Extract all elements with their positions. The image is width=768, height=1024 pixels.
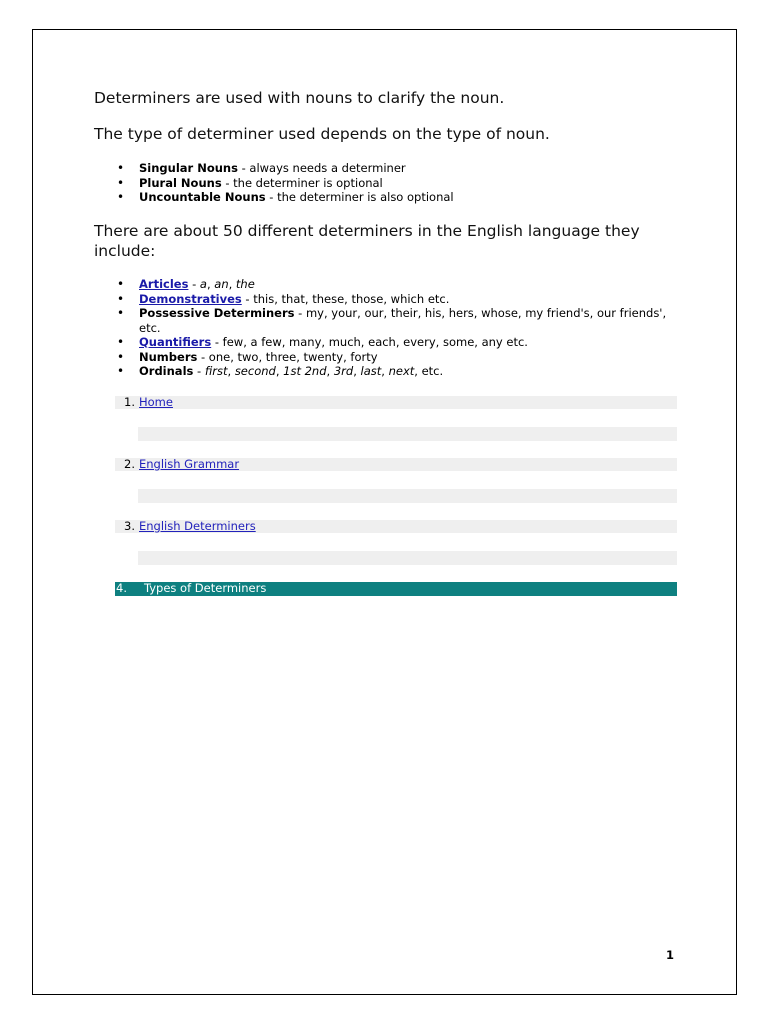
separator: ,	[227, 364, 235, 378]
breadcrumb-spacer	[138, 551, 677, 565]
breadcrumb-number: 4.	[116, 581, 127, 595]
term-description: - few, a few, many, much, each, every, some, any etc.	[211, 335, 528, 349]
example-word: first	[204, 364, 228, 378]
example-word: last	[360, 364, 382, 378]
intro-sentence-2: The type of determiner used depends on the type of noun.	[94, 125, 550, 143]
separator: ,	[228, 277, 236, 291]
example-word: next	[388, 364, 415, 378]
list-item	[117, 306, 679, 335]
separator: , etc.	[414, 364, 444, 378]
list-item	[117, 292, 679, 307]
example-word: a	[199, 277, 207, 291]
list-item	[117, 350, 679, 365]
separator: ,	[326, 364, 334, 378]
term-description: - the determiner is optional	[221, 175, 383, 190]
term-description: - my, your, our, their, his, hers, whose, my friend's, our friends', etc.	[139, 306, 667, 335]
term-plural-nouns: Plural Nouns	[139, 175, 222, 190]
breadcrumb-item-current	[115, 582, 677, 596]
term-description: - always needs a determiner	[237, 161, 406, 175]
list-item	[117, 364, 679, 379]
example-word: the	[235, 277, 255, 291]
list-item	[117, 277, 679, 292]
list-item	[117, 190, 679, 205]
breadcrumb-current-label: Types of Determiners	[144, 581, 267, 595]
term-numbers: Numbers	[139, 349, 198, 364]
breadcrumb-item-english-grammar	[115, 458, 677, 471]
breadcrumb-spacer	[138, 489, 677, 503]
example-word: 3rd	[333, 364, 354, 378]
example-word: an	[214, 277, 229, 291]
breadcrumb-number: 1.	[124, 395, 135, 409]
breadcrumb-link-home[interactable]: Home	[139, 395, 173, 409]
term-uncountable-nouns: Uncountable Nouns	[139, 190, 266, 204]
term-description: - this, that, these, those, which etc.	[241, 291, 450, 306]
term-description: - the determiner is also optional	[265, 190, 454, 204]
separator: -	[193, 364, 205, 378]
example-word: second	[234, 364, 276, 378]
section-heading: There are about 50 different determiners in the English language they include:	[94, 222, 640, 260]
breadcrumb-link-english-grammar[interactable]: English Grammar	[139, 457, 240, 471]
term-possessive-determiners: Possessive Determiners	[139, 306, 295, 320]
quantifiers-link[interactable]: Quantifiers	[139, 335, 212, 349]
breadcrumb-number: 2.	[124, 457, 135, 471]
list-item	[117, 176, 679, 191]
breadcrumb-item-english-determiners	[115, 520, 677, 533]
determiners-list	[117, 277, 679, 379]
breadcrumb-number: 3.	[124, 519, 135, 533]
breadcrumb-item-home	[115, 396, 677, 409]
page-number: 1	[665, 948, 674, 962]
term-singular-nouns: Singular Nouns	[139, 161, 238, 175]
term-ordinals: Ordinals	[139, 364, 194, 378]
separator: ,	[353, 364, 361, 378]
breadcrumb-link-english-determiners[interactable]: English Determiners	[139, 519, 256, 533]
breadcrumb-spacer	[138, 427, 677, 441]
document-page	[32, 29, 737, 995]
separator: ,	[381, 364, 389, 378]
list-item	[117, 335, 679, 350]
list-item	[117, 161, 679, 176]
intro-sentence-1: Determiners are used with nouns to clarify the noun.	[94, 89, 505, 107]
articles-link[interactable]: Articles	[139, 277, 189, 291]
separator: -	[188, 277, 200, 291]
example-word: 1st 2nd	[283, 364, 327, 378]
demonstratives-link[interactable]: Demonstratives	[139, 291, 242, 306]
noun-types-list	[117, 161, 679, 205]
separator: ,	[206, 277, 215, 291]
term-description: - one, two, three, twenty, forty	[197, 349, 378, 364]
separator: ,	[275, 364, 284, 378]
